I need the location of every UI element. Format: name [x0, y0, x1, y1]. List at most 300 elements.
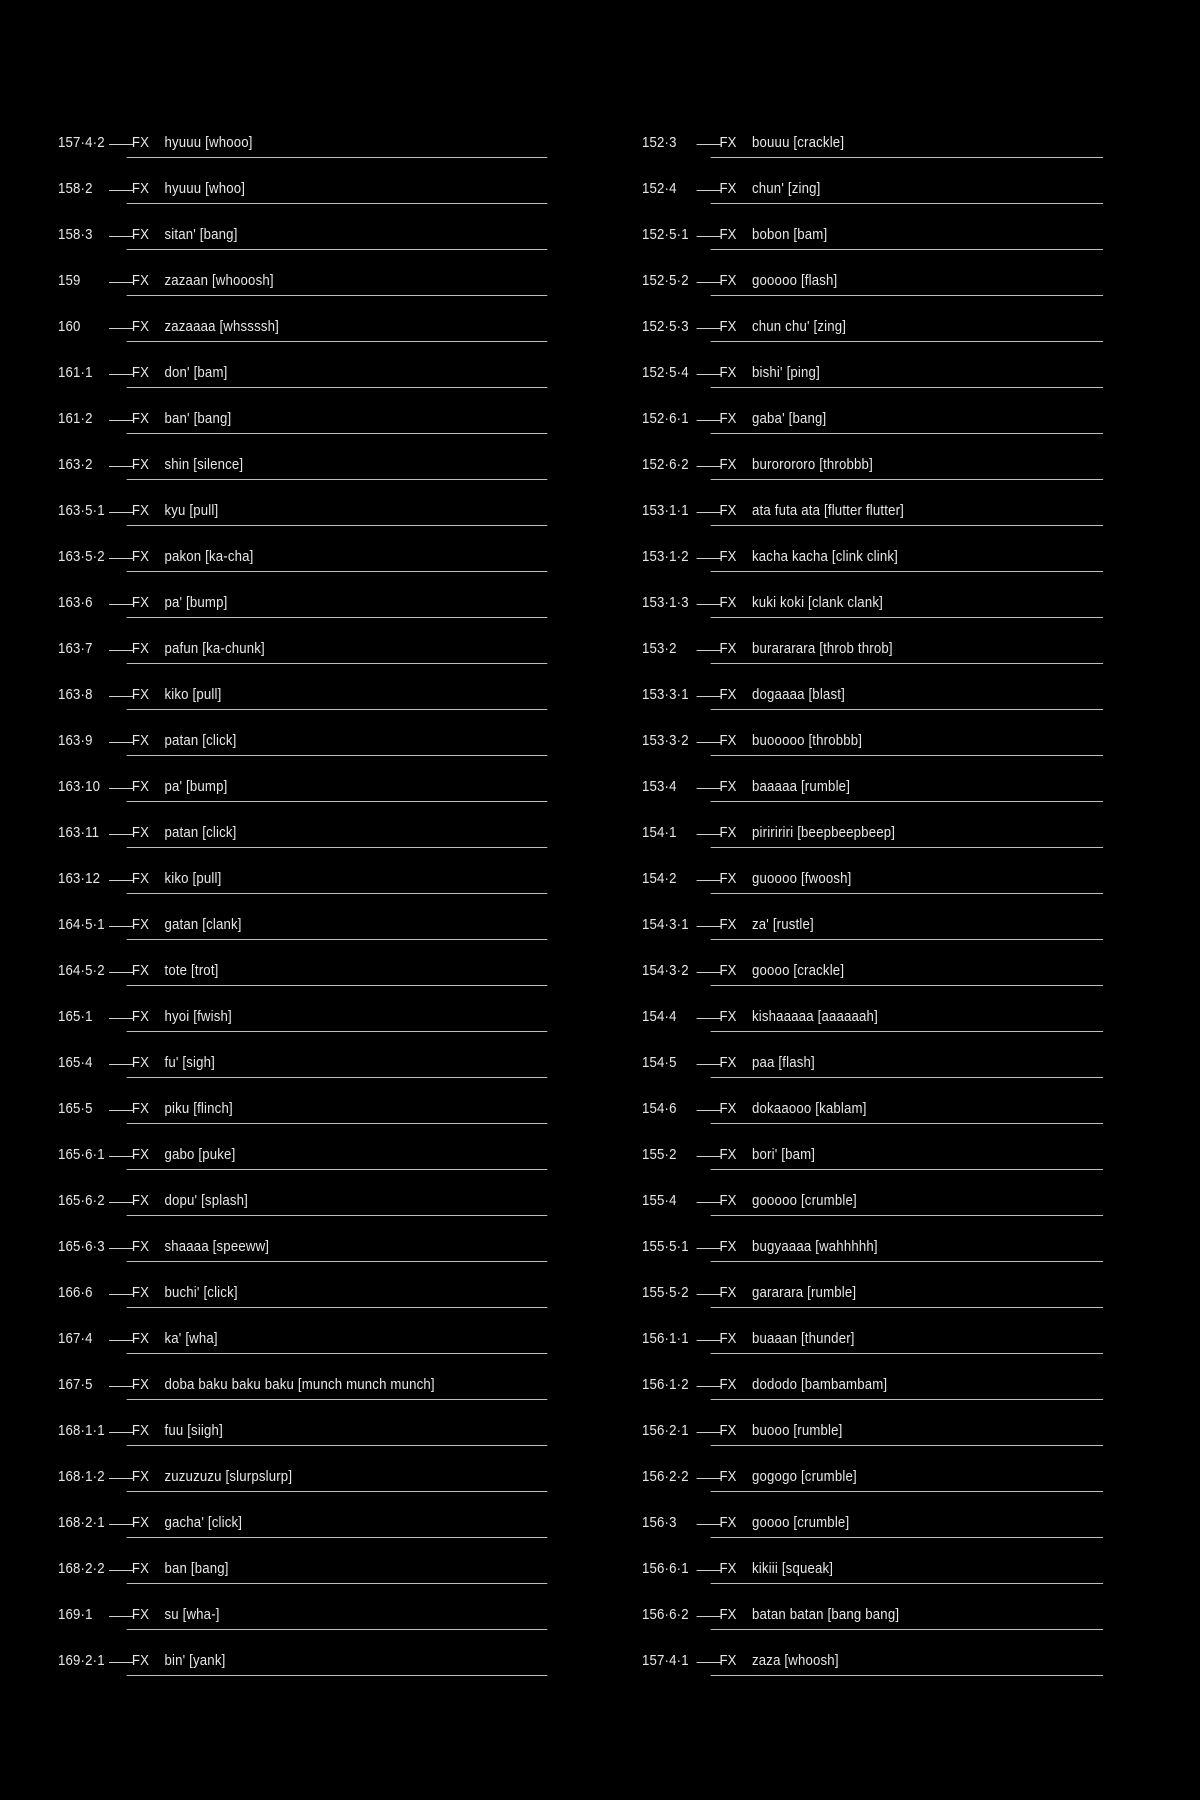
underline-rule — [711, 1353, 1103, 1354]
fx-entry — [58, 634, 498, 680]
fx-label: FX — [131, 824, 150, 841]
sound-effect-text: don' [bam] — [164, 364, 228, 381]
leader-dash — [109, 834, 134, 835]
fx-label: FX — [131, 1376, 150, 1393]
fx-entry — [642, 496, 1045, 542]
fx-entry — [642, 1462, 1045, 1508]
fx-label: FX — [719, 272, 737, 289]
sound-effect-text: kiko [pull] — [164, 686, 222, 703]
sound-effect-text: piku [flinch] — [164, 1100, 233, 1117]
fx-entry — [642, 1186, 1045, 1232]
underline-rule — [711, 663, 1103, 664]
fx-label: FX — [719, 1606, 737, 1623]
fx-label: FX — [131, 916, 150, 933]
page-reference: 156·1·1 — [642, 1330, 689, 1347]
fx-entry — [58, 1278, 498, 1324]
fx-entry — [642, 220, 1045, 266]
sound-effect-text: gatan [clank] — [164, 916, 242, 933]
page-reference: 153·2 — [642, 640, 677, 657]
page-reference: 161·1 — [58, 364, 93, 381]
fx-entry — [58, 266, 498, 312]
underline-rule — [127, 1215, 548, 1216]
fx-entry — [58, 956, 498, 1002]
fx-entry — [58, 864, 498, 910]
underline-rule — [711, 939, 1103, 940]
fx-entry — [642, 772, 1045, 818]
sound-effect-text: shaaaa [speeww] — [164, 1238, 270, 1255]
fx-entry — [642, 1002, 1045, 1048]
fx-label: FX — [719, 732, 737, 749]
fx-label: FX — [131, 1238, 150, 1255]
fx-label: FX — [131, 364, 150, 381]
sound-effect-text: gooooo [flash] — [752, 272, 838, 289]
leader-dash — [697, 1386, 722, 1387]
page-reference: 159 — [58, 272, 81, 289]
sound-effect-text: gacha' [click] — [164, 1514, 243, 1531]
underline-rule — [711, 1123, 1103, 1124]
fx-entry — [58, 1140, 498, 1186]
page-reference: 156·2·1 — [642, 1422, 689, 1439]
fx-label: FX — [131, 272, 150, 289]
underline-rule — [127, 755, 548, 756]
fx-label: FX — [719, 1238, 737, 1255]
sound-effect-text: buaaan [thunder] — [752, 1330, 855, 1347]
leader-dash — [697, 604, 722, 605]
fx-entry — [58, 726, 498, 772]
leader-dash — [109, 1018, 134, 1019]
fx-list-right-column — [642, 128, 1100, 1692]
underline-rule — [127, 1077, 548, 1078]
page-reference: 166·6 — [58, 1284, 93, 1301]
page-reference: 160 — [58, 318, 81, 335]
leader-dash — [697, 1524, 722, 1525]
fx-label: FX — [719, 318, 737, 335]
underline-rule — [127, 571, 548, 572]
sound-effect-text: dododo [bambambam] — [752, 1376, 888, 1393]
fx-entry — [58, 818, 498, 864]
page-reference: 165·1 — [58, 1008, 93, 1025]
leader-dash — [697, 328, 722, 329]
fx-label: FX — [131, 640, 150, 657]
leader-dash — [109, 1340, 134, 1341]
page-reference: 153·3·1 — [642, 686, 689, 703]
leader-dash — [697, 1064, 722, 1065]
underline-rule — [711, 1675, 1103, 1676]
fx-entry — [58, 1508, 498, 1554]
leader-dash — [109, 282, 134, 283]
leader-dash — [697, 236, 722, 237]
fx-entry — [58, 1232, 498, 1278]
sound-effect-text: kyu [pull] — [164, 502, 219, 519]
fx-label: FX — [131, 1146, 150, 1163]
leader-dash — [697, 420, 722, 421]
page-reference: 158·3 — [58, 226, 93, 243]
sound-effect-text: burararara [throb throb] — [752, 640, 893, 657]
sound-effect-text: burorororo [throbbb] — [752, 456, 873, 473]
leader-dash — [109, 1386, 134, 1387]
underline-rule — [711, 571, 1103, 572]
leader-dash — [697, 834, 722, 835]
fx-label: FX — [719, 640, 737, 657]
fx-entry — [642, 404, 1045, 450]
fx-label: FX — [131, 1100, 150, 1117]
underline-rule — [127, 479, 548, 480]
fx-label: FX — [131, 318, 150, 335]
fx-label: FX — [131, 410, 150, 427]
sound-effect-text: gogogo [crumble] — [752, 1468, 857, 1485]
leader-dash — [109, 696, 134, 697]
page-reference: 165·6·2 — [58, 1192, 105, 1209]
underline-rule — [127, 433, 548, 434]
fx-label: FX — [131, 1284, 150, 1301]
leader-dash — [109, 1294, 134, 1295]
underline-rule — [127, 1307, 548, 1308]
leader-dash — [697, 696, 722, 697]
leader-dash — [109, 374, 134, 375]
leader-dash — [697, 650, 722, 651]
underline-rule — [711, 1399, 1103, 1400]
page-reference: 154·3·2 — [642, 962, 689, 979]
sound-effect-text: sitan' [bang] — [164, 226, 238, 243]
fx-label: FX — [131, 1008, 150, 1025]
page-reference: 152·5·2 — [642, 272, 689, 289]
fx-label: FX — [131, 180, 150, 197]
leader-dash — [697, 1340, 722, 1341]
leader-dash — [697, 144, 722, 145]
underline-rule — [127, 801, 548, 802]
sound-effect-text: piriririri [beepbeepbeep] — [752, 824, 896, 841]
sound-effect-text: paa [flash] — [752, 1054, 815, 1071]
fx-label: FX — [719, 1146, 737, 1163]
fx-label: FX — [131, 226, 150, 243]
page-reference: 169·1 — [58, 1606, 93, 1623]
sound-effect-text: goooo [crumble] — [752, 1514, 850, 1531]
fx-entry — [58, 496, 498, 542]
page-reference: 163·11 — [58, 824, 100, 841]
sound-effect-text: buchi' [click] — [164, 1284, 238, 1301]
fx-label: FX — [131, 548, 150, 565]
fx-entry — [642, 726, 1045, 772]
fx-entry — [642, 542, 1045, 588]
fx-label: FX — [719, 548, 737, 565]
sound-effect-text: tote [trot] — [164, 962, 219, 979]
underline-rule — [127, 525, 548, 526]
leader-dash — [697, 558, 722, 559]
fx-label: FX — [131, 686, 150, 703]
fx-label: FX — [719, 1054, 737, 1071]
fx-entry — [58, 1002, 498, 1048]
fx-label: FX — [719, 1652, 737, 1669]
sound-effect-text: guoooo [fwoosh] — [752, 870, 852, 887]
sound-effect-text: hyuuu [whoo] — [164, 180, 246, 197]
underline-rule — [127, 157, 548, 158]
underline-rule — [711, 1445, 1103, 1446]
page-reference: 153·4 — [642, 778, 677, 795]
page-reference: 153·1·3 — [642, 594, 689, 611]
fx-label: FX — [131, 962, 150, 979]
fx-entry — [642, 450, 1045, 496]
fx-label: FX — [719, 1100, 737, 1117]
underline-rule — [127, 663, 548, 664]
leader-dash — [697, 880, 722, 881]
fx-label: FX — [719, 1376, 737, 1393]
fx-label: FX — [131, 594, 150, 611]
fx-label: FX — [719, 1008, 737, 1025]
underline-rule — [711, 1537, 1103, 1538]
fx-label: FX — [719, 1422, 737, 1439]
page-reference: 163·6 — [58, 594, 93, 611]
sound-effect-text: zazaaaa [whssssh] — [164, 318, 280, 335]
leader-dash — [109, 558, 134, 559]
underline-rule — [711, 1629, 1103, 1630]
sound-effect-text: pafun [ka-chunk] — [164, 640, 265, 657]
underline-rule — [711, 157, 1103, 158]
sound-effect-text: zazaan [whooosh] — [164, 272, 274, 289]
fx-label: FX — [131, 732, 150, 749]
underline-rule — [711, 1491, 1103, 1492]
fx-entry — [642, 1370, 1045, 1416]
underline-rule — [711, 433, 1103, 434]
fx-entry — [642, 1416, 1045, 1462]
page-reference: 156·6·2 — [642, 1606, 689, 1623]
page-reference: 163·12 — [58, 870, 101, 887]
underline-rule — [127, 1445, 548, 1446]
underline-rule — [127, 985, 548, 986]
sound-effect-text: ban [bang] — [164, 1560, 229, 1577]
underline-rule — [711, 341, 1103, 342]
leader-dash — [109, 1248, 134, 1249]
fx-label: FX — [719, 1192, 737, 1209]
page-reference: 168·1·1 — [58, 1422, 105, 1439]
sound-effect-text: bishi' [ping] — [752, 364, 820, 381]
fx-entry — [642, 1278, 1045, 1324]
underline-rule — [127, 1675, 548, 1676]
leader-dash — [697, 1110, 722, 1111]
fx-entry — [58, 910, 498, 956]
fx-entry — [642, 680, 1045, 726]
leader-dash — [109, 1156, 134, 1157]
fx-entry — [642, 1554, 1045, 1600]
fx-label: FX — [719, 180, 737, 197]
sound-effect-text: zuzuzuzu [slurpslurp] — [164, 1468, 293, 1485]
fx-entry — [642, 910, 1045, 956]
leader-dash — [697, 374, 722, 375]
leader-dash — [109, 190, 134, 191]
underline-rule — [127, 387, 548, 388]
page-reference: 154·3·1 — [642, 916, 689, 933]
fx-label: FX — [131, 456, 150, 473]
fx-entry — [58, 450, 498, 496]
page-reference: 165·5 — [58, 1100, 93, 1117]
page-reference: 167·5 — [58, 1376, 93, 1393]
underline-rule — [711, 1261, 1103, 1262]
fx-label: FX — [719, 778, 737, 795]
fx-entry — [58, 404, 498, 450]
fx-label: FX — [719, 1284, 737, 1301]
sound-effect-text: dogaaaa [blast] — [752, 686, 845, 703]
leader-dash — [109, 1432, 134, 1433]
sound-effect-text: buooooo [throbbb] — [752, 732, 863, 749]
page-reference: 152·6·1 — [642, 410, 689, 427]
page-reference: 152·4 — [642, 180, 677, 197]
sound-effect-text: chun chu' [zing] — [752, 318, 847, 335]
sound-effect-text: su [wha-] — [164, 1606, 220, 1623]
page-reference: 164·5·2 — [58, 962, 105, 979]
fx-entry — [642, 174, 1045, 220]
sound-effect-text: fuu [siigh] — [164, 1422, 223, 1439]
leader-dash — [697, 1248, 722, 1249]
underline-rule — [127, 709, 548, 710]
fx-entry — [58, 220, 498, 266]
page-reference: 152·3 — [642, 134, 677, 151]
sound-effect-text: fu' [sigh] — [164, 1054, 215, 1071]
fx-entry — [58, 1462, 498, 1508]
page-reference: 164·5·1 — [58, 916, 105, 933]
leader-dash — [109, 420, 134, 421]
fx-entry — [642, 358, 1045, 404]
underline-rule — [127, 295, 548, 296]
fx-entry — [58, 1186, 498, 1232]
sound-effect-text: kuki koki [clank clank] — [752, 594, 883, 611]
page-reference: 156·1·2 — [642, 1376, 689, 1393]
fx-entry — [642, 266, 1045, 312]
fx-list-left-column — [58, 128, 558, 1692]
page-reference: 163·10 — [58, 778, 101, 795]
fx-label: FX — [131, 1652, 150, 1669]
fx-entry — [58, 1646, 498, 1692]
leader-dash — [109, 604, 134, 605]
sound-effect-text: bori' [bam] — [752, 1146, 816, 1163]
leader-dash — [697, 1616, 722, 1617]
fx-label: FX — [719, 686, 737, 703]
fx-entry — [58, 542, 498, 588]
sound-effect-text: hyuuu [whooo] — [164, 134, 253, 151]
fx-entry — [642, 128, 1045, 174]
fx-label: FX — [131, 1054, 150, 1071]
sound-effect-text: kiko [pull] — [164, 870, 222, 887]
underline-rule — [711, 1077, 1103, 1078]
leader-dash — [109, 1202, 134, 1203]
fx-label: FX — [719, 410, 737, 427]
fx-entry — [642, 1140, 1045, 1186]
leader-dash — [109, 1524, 134, 1525]
page-reference: 163·9 — [58, 732, 93, 749]
leader-dash — [697, 1294, 722, 1295]
page-reference: 157·4·2 — [58, 134, 105, 151]
underline-rule — [127, 617, 548, 618]
leader-dash — [109, 1110, 134, 1111]
sound-effect-text: doba baku baku baku [munch munch munch] — [164, 1376, 435, 1393]
underline-rule — [127, 249, 548, 250]
sound-effect-text: dokaaooo [kablam] — [752, 1100, 867, 1117]
leader-dash — [109, 788, 134, 789]
leader-dash — [109, 144, 134, 145]
sound-effect-text: buooo [rumble] — [752, 1422, 843, 1439]
leader-dash — [697, 282, 722, 283]
leader-dash — [697, 1478, 722, 1479]
leader-dash — [697, 742, 722, 743]
page-reference: 168·2·2 — [58, 1560, 105, 1577]
leader-dash — [109, 1662, 134, 1663]
page-reference: 154·2 — [642, 870, 677, 887]
fx-entry — [642, 634, 1045, 680]
underline-rule — [711, 1583, 1103, 1584]
fx-entry — [642, 864, 1045, 910]
fx-label: FX — [719, 962, 737, 979]
page-reference: 157·4·1 — [642, 1652, 689, 1669]
page-reference: 153·3·2 — [642, 732, 689, 749]
leader-dash — [697, 1432, 722, 1433]
page-reference: 161·2 — [58, 410, 93, 427]
underline-rule — [711, 801, 1103, 802]
leader-dash — [109, 650, 134, 651]
fx-entry — [642, 312, 1045, 358]
sound-effect-text: shin [silence] — [164, 456, 244, 473]
fx-entry — [642, 1048, 1045, 1094]
underline-rule — [711, 1307, 1103, 1308]
page-reference: 155·5·2 — [642, 1284, 689, 1301]
leader-dash — [109, 512, 134, 513]
underline-rule — [127, 1169, 548, 1170]
sound-effect-text: gaba' [bang] — [752, 410, 827, 427]
page-reference: 169·2·1 — [58, 1652, 105, 1669]
fx-label: FX — [131, 778, 150, 795]
sound-effect-text: patan [click] — [164, 732, 237, 749]
page-reference: 158·2 — [58, 180, 93, 197]
underline-rule — [127, 847, 548, 848]
sound-effect-text: ka' [wha] — [164, 1330, 218, 1347]
fx-entry — [642, 1232, 1045, 1278]
fx-entry — [58, 128, 498, 174]
sound-effect-text: batan batan [bang bang] — [752, 1606, 900, 1623]
underline-rule — [127, 1123, 548, 1124]
fx-label: FX — [719, 502, 737, 519]
sound-effect-text: pakon [ka-cha] — [164, 548, 254, 565]
fx-label: FX — [719, 456, 737, 473]
fx-label: FX — [131, 1468, 150, 1485]
fx-label: FX — [719, 134, 737, 151]
sound-effect-text: za' [rustle] — [752, 916, 814, 933]
page-reference: 165·4 — [58, 1054, 93, 1071]
fx-entry — [642, 818, 1045, 864]
page-reference: 165·6·3 — [58, 1238, 105, 1255]
page-reference: 155·2 — [642, 1146, 677, 1163]
sound-effect-text: chun' [zing] — [752, 180, 821, 197]
sound-effect-text: bugyaaaa [wahhhhh] — [752, 1238, 878, 1255]
leader-dash — [109, 742, 134, 743]
sound-effect-text: ban' [bang] — [164, 410, 232, 427]
fx-entry — [58, 588, 498, 634]
fx-label: FX — [719, 594, 737, 611]
fx-label: FX — [131, 1192, 150, 1209]
leader-dash — [109, 328, 134, 329]
leader-dash — [697, 1202, 722, 1203]
underline-rule — [711, 847, 1103, 848]
page-reference: 155·5·1 — [642, 1238, 689, 1255]
sound-effect-text: gooooo [crumble] — [752, 1192, 857, 1209]
fx-entry — [642, 1094, 1045, 1140]
fx-label: FX — [719, 364, 737, 381]
page-reference: 153·1·2 — [642, 548, 689, 565]
underline-rule — [127, 341, 548, 342]
fx-entry — [642, 588, 1045, 634]
sound-effect-text: pa' [bump] — [164, 778, 228, 795]
leader-dash — [697, 190, 722, 191]
fx-entry — [58, 772, 498, 818]
fx-entry — [58, 1370, 498, 1416]
page-reference: 163·2 — [58, 456, 93, 473]
page-reference: 168·2·1 — [58, 1514, 105, 1531]
